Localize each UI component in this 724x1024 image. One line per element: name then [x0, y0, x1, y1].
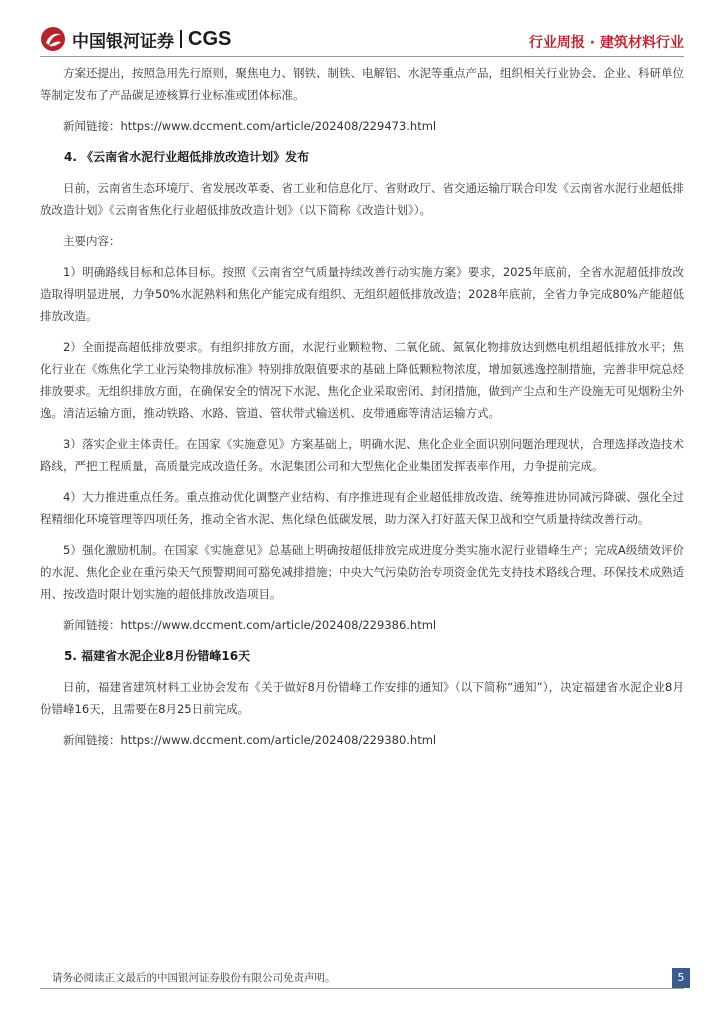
body-paragraph: 3）落实企业主体责任。在国家《实施意见》方案基础上，明确水泥、焦化企业全面识别问题治理现状，合理选择改造技术路线，严把工程质量，高质量完成改造任务。水泥集团公司和大型焦化企业集团发挥表率作用，力争提前完成。	[40, 437, 684, 473]
body-paragraph: 日前，云南省生态环境厅、省发展改革委、省工业和信息化厅、省财政厅、省交通运输厅联合印发《云南省水泥行业超低排放改造计划》《云南省焦化行业超低排放改造计划》（以下简称《改造计划》）。	[40, 181, 684, 217]
body-paragraph: 日前，福建省建筑材料工业协会发布《关于做好8月份错峰工作安排的通知》（以下简称“通知”），决定福建省水泥企业8月份错峰16天，且需要在8月25日前完成。	[40, 680, 684, 716]
news-link-paragraph	[40, 614, 684, 636]
news-link-paragraph	[40, 115, 684, 137]
header-divider	[40, 56, 684, 57]
news-link-url[interactable]: https://www.dccment.com/article/202408/229386.html	[120, 618, 437, 632]
section-heading: 5. 福建省水泥企业8月份错峰16天	[64, 649, 251, 663]
footer-divider	[40, 988, 684, 989]
body-paragraph: 2）全面提高超低排放要求。有组织排放方面，水泥行业颗粒物、二氧化硫、氮氧化物排放达到燃电机组超低排放水平；焦化行业在《炼焦化学工业污染物排放标准》特别排放限值要求的基础上降低颗粒物浓度，增加氨逃逸控制措施，完善非甲烷总烃排放要求。无组织排放方面，在确保安全的情况下水泥、焦化企业采取密闭、封闭措施，做到产尘点和生产设施无可见烟粉尘外逸。清洁运输方面，推动铁路、水路、管道、管状带式输送机、皮带通廊等清洁运输方式。	[40, 340, 684, 420]
body-paragraph: 主要内容：	[63, 234, 121, 248]
page-header	[0, 0, 724, 60]
body-paragraph: 方案还提出，按照急用先行原则，聚焦电力、钢铁、制铁、电解铝、水泥等重点产品，组织相关行业协会、企业、科研单位等制定发布了产品碳足迹核算行业标准或团体标准。	[40, 66, 684, 102]
body-paragraph: 5）强化激励机制。在国家《实施意见》总基础上明确按超低排放完成进度分类实施水泥行业错峰生产；完成A级绩效评价的水泥、焦化企业在重污染天气预警期间可豁免减排措施；中央大气污染防治专项资金优先支持技术路线合理、环保技术成熟适用、按改造时限计划实施的超低排放改造项目。	[40, 543, 684, 601]
brand-name-en: CGS	[188, 27, 232, 50]
report-type-label: 行业周报 · 建筑材料行业	[528, 35, 684, 51]
body-paragraph: 4）大力推进重点任务。重点推动优化调整产业结构、有序推进现有企业超低排放改造、统筹推进协同减污降碳、强化全过程精细化环境管理等四项任务，推动全省水泥、焦化绿色低碳发展，助力深入打好蓝天保卫战和空气质量持续改善行动。	[40, 490, 684, 526]
news-link-label: 新闻链接：	[63, 618, 121, 632]
section-heading: 4. 《云南省水泥行业超低排放改造计划》发布	[64, 150, 310, 164]
news-link-url[interactable]: https://www.dccment.com/article/202408/229380.html	[120, 733, 437, 747]
news-link-label: 新闻链接：	[63, 733, 121, 747]
news-link-url[interactable]: https://www.dccment.com/article/202408/229473.html	[120, 119, 437, 133]
brand-logo	[40, 26, 231, 52]
news-link-label: 新闻链接：	[63, 119, 121, 133]
body-paragraph: 1）明确路线目标和总体目标。按照《云南省空气质量持续改善行动实施方案》要求，2025年底前，全省水泥超低排放改造取得明显进展，力争50%水泥熟料和焦化产能完成有组织、无组织超低排放改造；2028年底前，全省力争完成80%产能超低排放改造。	[40, 265, 684, 323]
document-body	[40, 62, 684, 751]
footer-disclaimer: 请务必阅读正文最后的中国银河证券股份有限公司免责声明。	[52, 972, 336, 984]
galaxy-logo-icon	[40, 26, 66, 52]
brand-name-cn: 中国银河证券	[72, 31, 174, 52]
page-number: 5	[672, 968, 690, 988]
news-link-paragraph	[40, 729, 684, 751]
brand-divider	[180, 30, 182, 48]
